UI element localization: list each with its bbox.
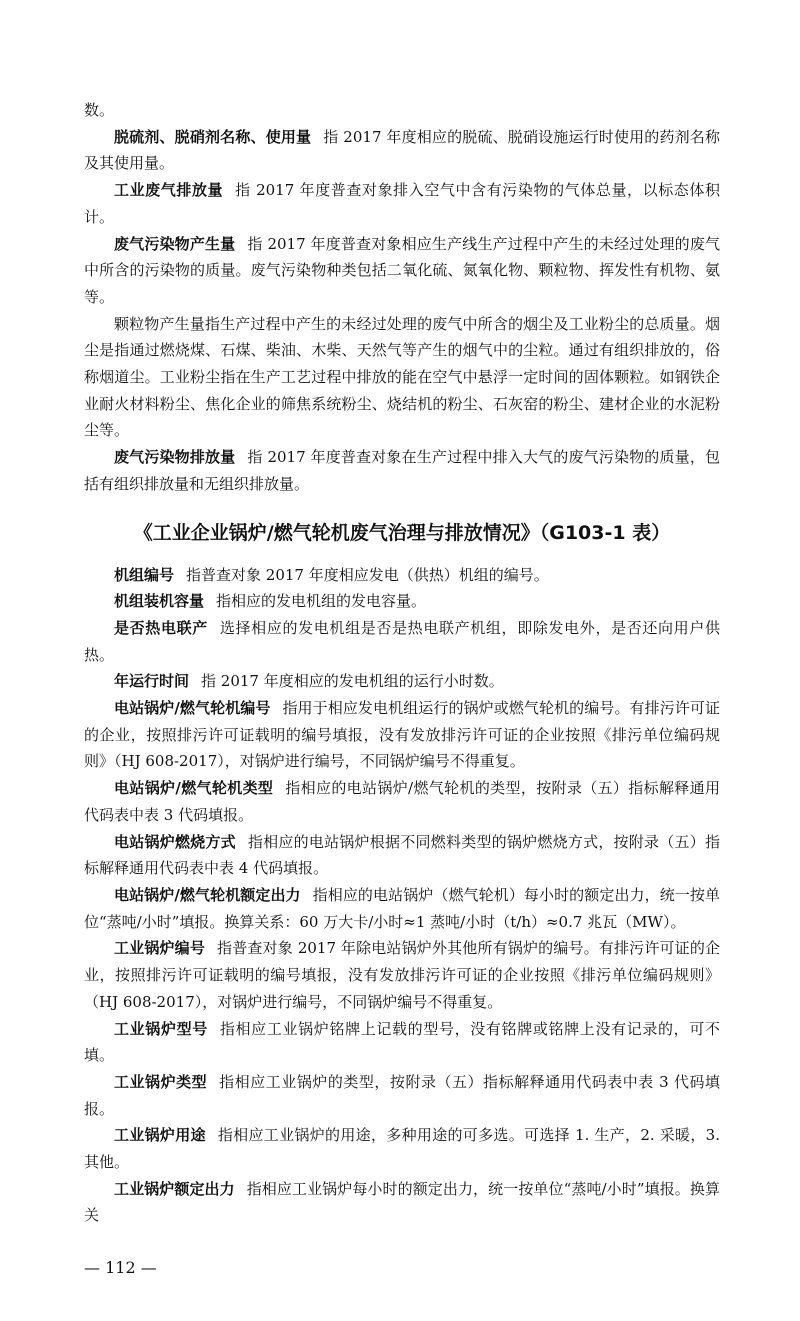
paragraph xyxy=(84,1176,720,1229)
term: 工业锅炉编号 xyxy=(114,939,206,958)
paragraph xyxy=(84,882,720,935)
term: 电站锅炉/燃气轮机额定出力 xyxy=(114,885,301,904)
paragraph-text: 指相应的发电机组的发电容量。 xyxy=(216,592,427,611)
paragraph-text: 指 2017 年度普查对象在生产过程中排入大气的废气污染物的质量，包括有组织排放量和无组织排放量。 xyxy=(84,448,720,493)
paragraph-text: 指相应的电站锅炉根据不同燃料类型的锅炉燃烧方式，按附录（五）指标解释通用代码表中表 4 代码填报。 xyxy=(84,832,720,878)
paragraph xyxy=(84,97,720,124)
paragraph-text: 指普查对象 2017 年除电站锅炉外其他所有锅炉的编号。有排污许可证的企业，按照排污许可证载明的编号填报，没有发放排污许可证的企业按照《排污单位编码规则》（HJ 608-2017），对锅炉进行编号，不同锅炉编号不得重复。 xyxy=(84,939,720,1011)
term: 电站锅炉/燃气轮机类型 xyxy=(114,779,274,798)
paragraph-text: 选择相应的发电机组是否是热电联产机组，即除发电外，是否还向用户供热。 xyxy=(84,618,720,664)
term: 脱硫剂、脱硝剂名称、使用量 xyxy=(114,127,312,146)
term: 工业锅炉型号 xyxy=(114,1019,208,1038)
term: 是否热电联产 xyxy=(114,618,208,637)
paragraph-text: 指相应工业锅炉铭牌上记载的型号，没有铭牌或铭牌上没有记录的，可不填。 xyxy=(84,1019,720,1065)
paragraph xyxy=(84,615,720,668)
paragraph-text: 指 2017 年度相应的发电机组的运行小时数。 xyxy=(201,672,504,691)
term: 机组装机容量 xyxy=(114,592,205,611)
paragraph-text: 指相应工业锅炉的用途，多种用途的可多选。可选择 1. 生产，2. 采暖，3. 其他。 xyxy=(84,1126,720,1172)
paragraph-text: 数。 xyxy=(84,101,115,119)
paragraph xyxy=(84,695,720,775)
paragraph-text: 指 2017 年度普查对象排入空气中含有污染物的气体总量，以标态体积计。 xyxy=(84,181,720,226)
paragraph-text: 指普查对象 2017 年度相应发电（供热）机组的编号。 xyxy=(186,565,549,584)
paragraph xyxy=(84,124,720,177)
term: 年运行时间 xyxy=(114,672,190,691)
paragraph xyxy=(84,177,720,230)
paragraph xyxy=(84,1122,720,1175)
paragraph xyxy=(84,935,720,1015)
paragraph xyxy=(84,1016,720,1069)
paragraph-text: 指相应的电站锅炉（燃气轮机）每小时的额定出力，统一按单位“蒸吨/小时”填报。换算关系：60 万大卡/小时≈1 蒸吨/小时（t/h）≈0.7 兆瓦（MW）。 xyxy=(84,885,720,931)
term: 工业锅炉额定出力 xyxy=(114,1179,235,1198)
paragraph xyxy=(84,562,720,589)
page-number: — 112 — xyxy=(84,1258,157,1278)
term: 电站锅炉燃烧方式 xyxy=(114,832,236,851)
paragraph xyxy=(84,1069,720,1122)
term: 工业废气排放量 xyxy=(114,181,224,200)
term: 工业锅炉类型 xyxy=(114,1072,208,1091)
paragraph xyxy=(84,311,720,445)
paragraph-text: 指 2017 年度普查对象相应生产线生产过程中产生的未经过处理的废气中所含的污染物的质量。废气污染物种类包括二氧化硫、氮氧化物、颗粒物、挥发性有机物、氨等。 xyxy=(84,234,720,306)
paragraph-text: 指相应的电站锅炉/燃气轮机的类型，按附录（五）指标解释通用代码表中表 3 代码填报。 xyxy=(84,779,720,824)
paragraph xyxy=(84,588,720,615)
paragraph xyxy=(84,444,720,497)
paragraph xyxy=(84,775,720,828)
paragraph-text: 指相应工业锅炉的类型，按附录（五）指标解释通用代码表中表 3 代码填报。 xyxy=(84,1072,720,1118)
term: 废气污染物排放量 xyxy=(114,448,236,467)
term: 工业锅炉用途 xyxy=(114,1126,206,1145)
term: 废气污染物产生量 xyxy=(114,234,236,253)
section-title: 《工业企业锅炉/燃气轮机废气治理与排放情况》（G103-1 表） xyxy=(133,521,671,544)
paragraph-text: 指相应工业锅炉每小时的额定出力，统一按单位“蒸吨/小时”填报。换算关 xyxy=(84,1179,720,1225)
paragraph-text: 颗粒物产生量指生产过程中产生的未经过处理的废气中所含的烟尘及工业粉尘的总质量。烟尘是指通过燃烧煤、石煤、柴油、木柴、天然气等产生的烟气中的尘粒。通过有组织排放的，俗称烟道尘。工业粉尘指在生产工艺过程中排放的能在空气中悬浮一定时间的固体颗粒。如钢铁企业耐火材料粉尘、焦化企业的筛焦系统粉尘、烧结机的粉尘、石灰窑的粉尘、建材企业的水泥粉尘等。 xyxy=(84,314,720,440)
paragraph xyxy=(84,231,720,311)
term: 机组编号 xyxy=(114,565,175,584)
paragraph xyxy=(84,668,720,695)
paragraph-text: 指用于相应发电机组运行的锅炉或燃气轮机的编号。有排污许可证的企业，按照排污许可证载明的编号填报，没有发放排污许可证的企业按照《排污单位编码规则》（HJ 608-2017），对锅炉进行编号，不同锅炉编号不得重复。 xyxy=(84,699,720,771)
paragraph-text: 指 2017 年度相应的脱硫、脱硝设施运行时使用的药剂名称及其使用量。 xyxy=(84,127,720,173)
term: 电站锅炉/燃气轮机编号 xyxy=(114,699,271,718)
paragraph xyxy=(84,829,720,882)
